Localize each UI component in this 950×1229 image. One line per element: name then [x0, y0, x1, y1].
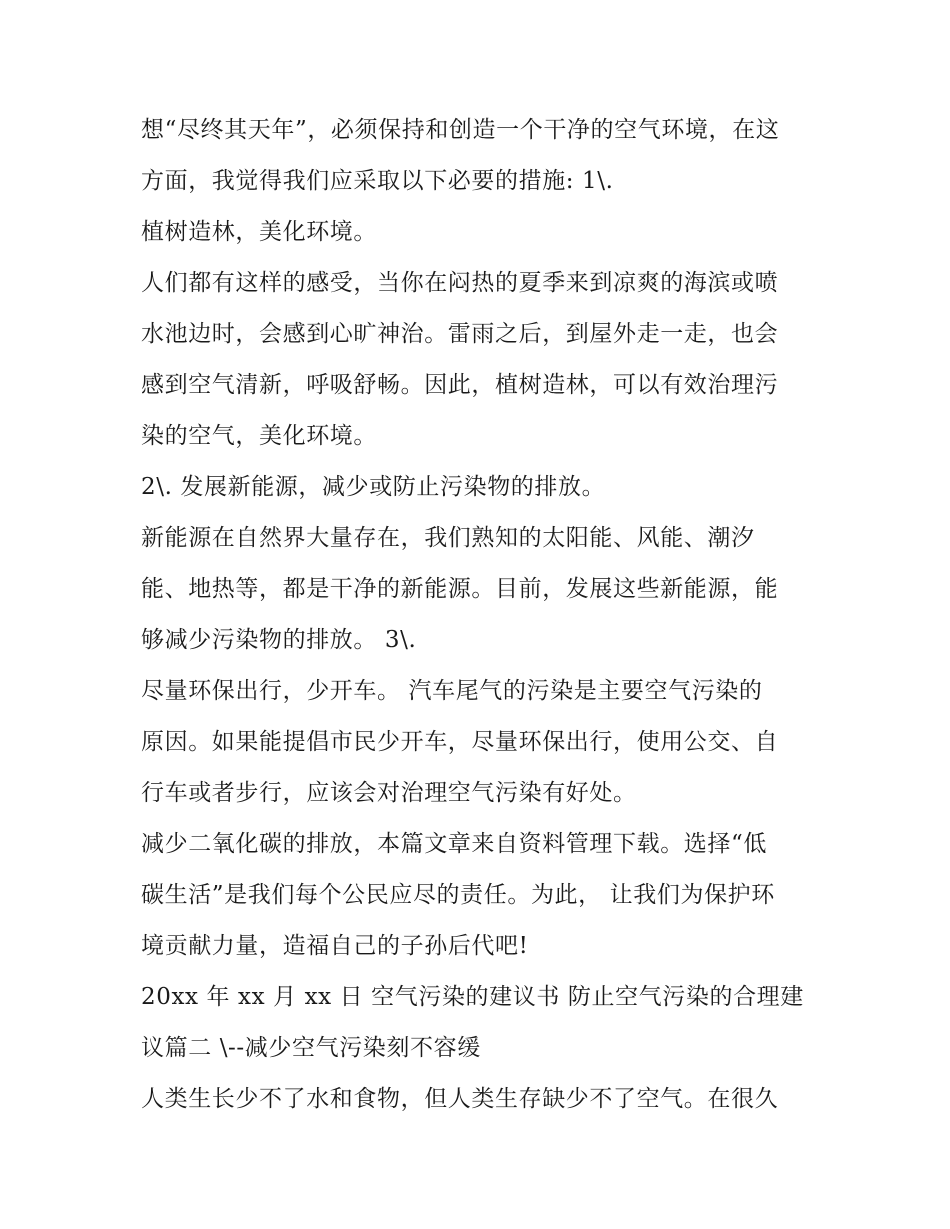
text-line: 水池边时，会感到心旷神治。雷雨之后，到屋外走一走，也会	[141, 321, 779, 347]
text-line: 减少二氧化碳的排放，本篇文章来自资料管理下载。选择“低	[141, 831, 767, 857]
text-line: 2\. 发展新能源，减少或防止污染物的排放。	[141, 474, 606, 500]
text-line: 想“尽终其天年”，必须保持和创造一个干净的空气环境，在这	[141, 117, 780, 143]
text-line: 20xx 年 xx 月 xx 日 空气污染的建议书 防止空气污染的合理建	[141, 984, 804, 1010]
text-line: 能、地热等，都是干净的新能源。目前，发展这些新能源，能	[141, 576, 779, 602]
text-line: 人们都有这样的感受，当你在闷热的夏季来到凉爽的海滨或喷	[141, 270, 779, 296]
document-body	[141, 105, 821, 1125]
text-line: 原因。如果能提倡市民少开车，尽量环保出行，使用公交、自	[141, 729, 779, 755]
text-line: 碳生活”是我们每个公民应尽的责任。为此， 让我们为保护环	[141, 882, 775, 908]
text-line: 够减少污染物的排放。 3\.	[141, 627, 417, 653]
text-line: 植树造林，美化环境。	[141, 219, 377, 245]
text-line: 人类生长少不了水和食物，但人类生存缺少不了空气。在很久	[141, 1086, 779, 1112]
text-line: 染的空气，美化环境。	[141, 423, 377, 449]
text-line: 新能源在自然界大量存在，我们熟知的太阳能、风能、潮汐	[141, 525, 755, 551]
text-line: 议篇二 \--减少空气污染刻不容缓	[141, 1035, 481, 1061]
text-line: 方面，我觉得我们应采取以下必要的措施: 1\.	[141, 168, 614, 194]
text-line: 感到空气清新，呼吸舒畅。因此，植树造林，可以有效治理污	[141, 372, 779, 398]
text-line: 尽量环保出行，少开车。 汽车尾气的污染是主要空气污染的	[141, 678, 763, 704]
text-line: 境贡献力量，造福自己的子孙后代吧!	[141, 933, 529, 959]
text-line: 行车或者步行，应该会对治理空气污染有好处。	[141, 780, 637, 806]
